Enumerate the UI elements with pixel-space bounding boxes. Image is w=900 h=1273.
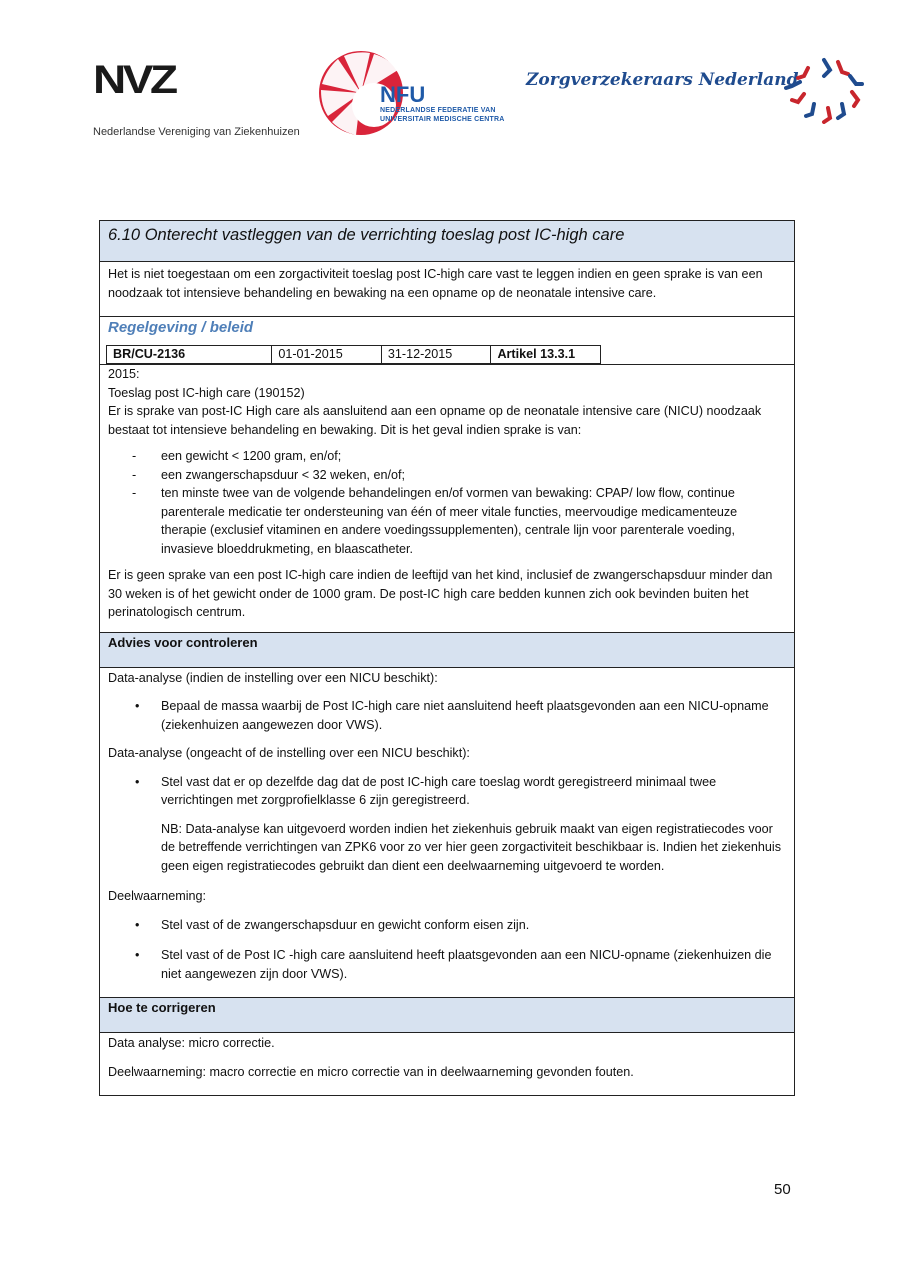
data-analysis-2-note: NB: Data-analyse kan uitgevoerd worden indien het ziekenhuis gebruik maakt van eigen registratiecodes voor de betreffende verrichtingen van ZPK6 voor zo ver hier geen zorgactiviteit beschikbaar is. Indien het ziekenhuis geen eigen registratiecodes gebruikt dan dient een deelwaarneming uitgevoerd te worden.	[161, 821, 782, 873]
regulation-year: 2015:	[108, 367, 140, 381]
nvz-logo-mark: NVZ	[93, 58, 175, 102]
sample-item: • Stel vast of de zwangerschapsduur en gewicht conform eisen zijn.	[108, 916, 786, 935]
control-table	[99, 220, 795, 1096]
regulation-conditions	[108, 447, 786, 558]
advice-item: • Stel vast dat er op dezelfde dag dat de post IC-high care toeslag wordt geregistreerd minimaal twee verrichtingen met zorgprofielklasse 6 zijn geregistreerd.	[108, 773, 786, 810]
regulation-codes-table	[106, 345, 601, 364]
sample-list	[108, 916, 786, 984]
data-analysis-1-label: Data-analyse (indien de instelling over een NICU beschikt):	[108, 670, 438, 685]
section-title: 6.10 Onterecht vastleggen van de verrichting toeslag post IC-high care	[100, 221, 794, 262]
correction-body	[100, 1033, 794, 1095]
advice-heading: Advies voor controleren	[100, 633, 794, 668]
regulation-block	[100, 317, 794, 364]
sample-item: • Stel vast of de Post IC -high care aansluitend heeft plaatsgevonden aan een NICU-opname (ziekenhuizen die niet aangewezen zijn door VWS).	[108, 946, 786, 983]
nfu-logo-line: UNIVERSITAIR MEDISCHE CENTRA	[380, 116, 505, 123]
regulation-start-date: 01-01-2015	[272, 346, 382, 363]
logo-header	[90, 50, 870, 145]
data-analysis-2-list	[108, 773, 786, 810]
sample-label: Deelwaarneming:	[108, 889, 207, 903]
regulation-code: BR/CU-2136	[107, 346, 272, 363]
section-intro: Het is niet toegestaan om een zorgactiviteit toeslag post IC-high care vast te leggen indien en geen sprake is van een noodzaak tot intensieve behandeling en bewaking na een opname op de neonatale intensive care.	[100, 262, 794, 317]
correction-heading: Hoe te corrigeren	[100, 998, 794, 1033]
nvz-logo-subtitle: Nederlandse Vereniging van Ziekenhuizen	[93, 126, 300, 138]
advice-item: • Bepaal de massa waarbij de Post IC-high care niet aansluitend heeft plaatsgevonden aan een NICU-opname (ziekenhuizen aangewezen door VWS).	[108, 697, 786, 734]
zn-logo	[526, 70, 798, 90]
condition-item: - een zwangerschapsduur < 32 weken, en/of;	[108, 466, 786, 485]
correction-line: Data analyse: micro correctie.	[108, 1036, 275, 1050]
condition-item: - ten minste twee van de volgende behandelingen en/of vormen van bewaking: CPAP/ low flow, continue parenterale medicatie ter ondersteuning van één of meer vitale functies, meervoudige medicamenteuze therapie (exclusief vitaminen en andere voedingssupplementen), centrale lijn voor parenterale voeding, invasieve bloeddrukmeting, en blaascatheter.	[108, 484, 786, 558]
regulation-heading: Regelgeving / beleid	[108, 319, 254, 336]
correction-line: Deelwaarneming: macro correctie en micro correctie van in deelwaarneming gevonden fouten.	[108, 1064, 634, 1079]
regulation-item-title: Toeslag post IC-high care (190152)	[108, 385, 305, 400]
data-analysis-1-list	[108, 697, 786, 734]
regulation-article: Artikel 13.3.1	[497, 347, 576, 361]
regulation-end-date: 31-12-2015	[382, 346, 492, 363]
page-number: 50	[774, 1181, 791, 1198]
regulation-note: Er is geen sprake van een post IC-high care indien de leeftijd van het kind, inclusief de zwangerschapsduur minder dan 30 weken is of het gewicht onder de 1000 gram. De post-IC high care bedden kunnen zich ook bevinden buiten het perinatologisch centrum.	[108, 568, 773, 619]
advice-body	[100, 668, 794, 999]
regulation-body	[100, 364, 794, 633]
condition-item: - een gewicht < 1200 gram, en/of;	[108, 447, 786, 466]
nvz-logo	[93, 60, 300, 138]
nfu-logo-line: NEDERLANDSE FEDERATIE VAN	[380, 107, 496, 114]
nfu-logo-mark: NFU	[380, 82, 426, 107]
zn-logo-text: Zorgverzekeraars Nederland	[526, 70, 799, 90]
nfu-logo	[318, 50, 518, 140]
data-analysis-2-label: Data-analyse (ongeacht of de instelling over een NICU beschikt):	[108, 746, 470, 760]
regulation-description: Er is sprake van post-IC High care als aansluitend aan een opname op de neonatale intensive care (NICU) noodzaak bestaat tot intensieve behandeling en bewaking. Dit is het geval indien sprake is van:	[108, 404, 762, 437]
zn-figures-icon	[784, 54, 866, 124]
